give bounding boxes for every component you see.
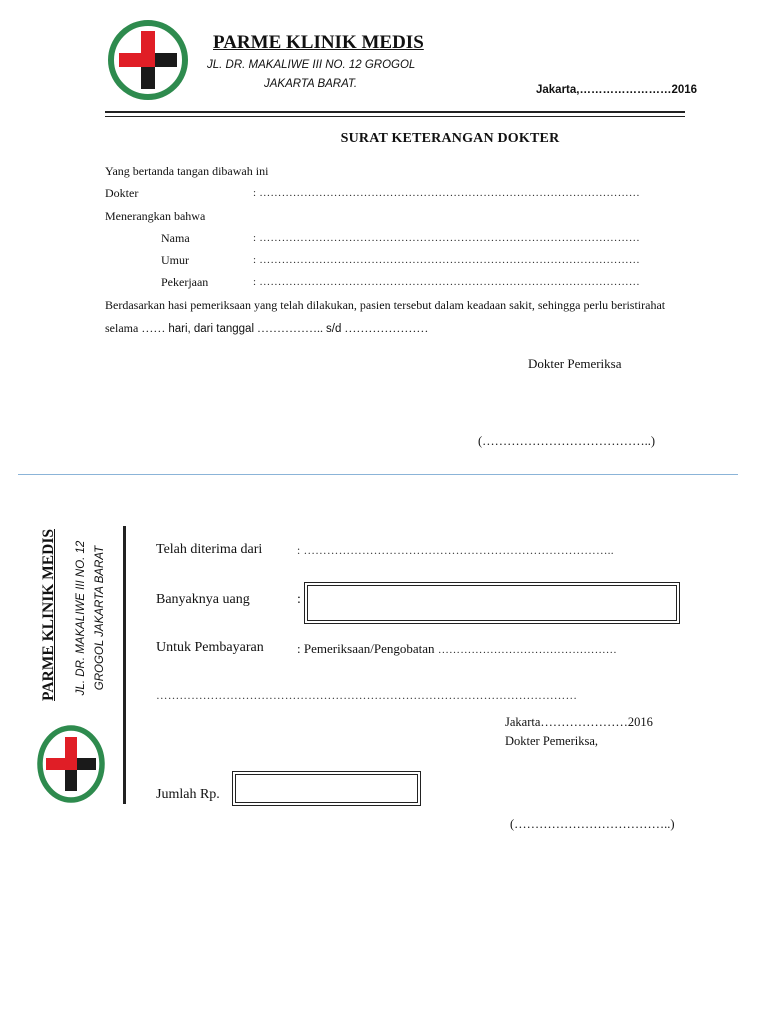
age-label: Umur [161,253,189,267]
states-label: Menerangkan bahwa [105,209,206,223]
clinic-name: PARME KLINIK MEDIS [213,32,424,53]
clinic-logo-icon [106,18,190,102]
certificate-intro: Yang bertanda tangan dibawah ini [105,164,269,178]
rest-days-label: hari, dari tanggal [168,323,254,335]
received-from-field[interactable]: : …………………………………………………………………….. [297,545,614,557]
doctor-label: Dokter [105,186,139,200]
receipt-vertical-rule [123,526,126,804]
amount-input-box[interactable] [304,582,680,624]
clinic-address-line1: JL. DR. MAKALIWE III NO. 12 GROGOL [207,59,416,71]
occupation-label: Pekerjaan [161,275,209,289]
clinic-address-line2: JAKARTA BARAT. [264,78,358,90]
receipt-clinic-name: PARME KLINIK MEDIS [40,529,57,701]
receipt-date[interactable]: Jakarta…………………2016 [505,715,653,729]
certificate-signer-label: Dokter Pemeriksa [528,356,622,371]
rest-date-to[interactable]: ………………… [344,321,429,335]
age-field[interactable]: : ………………………………………………………………………………………… [253,254,641,266]
receipt-address-line1: JL. DR. MAKALIWE III NO. 12 [75,540,87,696]
receipt-signer-label: Dokter Pemeriksa, [505,734,599,748]
amount-label: Banyaknya uang [156,592,250,607]
receipt-signature-line[interactable]: (………………………………..) [510,817,675,831]
payment-for-label: Untuk Pembayaran [156,640,264,655]
payment-for-field[interactable] [297,641,617,657]
payment-for-value: : Pemeriksaan/Pengobatan [297,641,435,656]
payment-for-dots: ………………………………………… [437,644,618,656]
cut-divider [18,474,738,475]
certificate-title: SURAT KETERANGAN DOKTER [340,131,560,146]
certificate-statement: Berdasarkan hasi pemeriksaan yang telah dilakukan, pasien tersebut dalam keadaan sakit, sehingga perlu beristirahat [105,298,666,312]
header-rule-thin [105,116,685,117]
name-label: Nama [161,231,190,245]
amount-colon: : [297,592,301,607]
receipt-address-line2: GROGOL JAKARTA BARAT [94,545,106,691]
certificate-signature-line[interactable]: (…………………………………..) [478,434,656,448]
receipt-logo-icon [36,724,106,804]
doctor-field[interactable]: : ………………………………………………………………………………………… [253,187,641,199]
occupation-field[interactable]: : ………………………………………………………………………………………… [253,276,641,288]
name-field[interactable]: : ………………………………………………………………………………………… [253,232,641,244]
header-date: Jakarta,……………………2016 [536,84,698,96]
rest-duration-line [105,321,428,336]
rest-prefix: selama …… [105,321,166,335]
total-input-box[interactable] [232,771,421,806]
received-from-label: Telah diterima dari [156,542,263,557]
total-label: Jumlah Rp. [156,787,220,802]
header-rule-thick [105,111,685,113]
rest-until-label: s/d [326,323,342,335]
rest-date-from[interactable]: …………….. [257,321,323,335]
payment-extra-line[interactable]: ……………………………………………………………………………………………… [156,690,578,702]
